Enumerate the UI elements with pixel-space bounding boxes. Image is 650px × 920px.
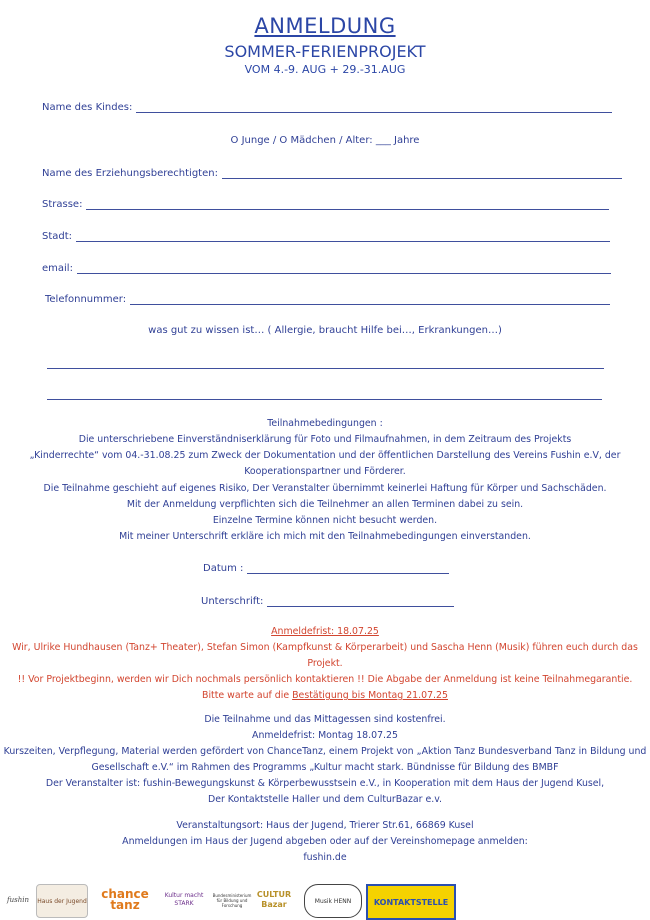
conditions-line: Mit meiner Unterschrift erkläre ich mich mit den Teilnahmebedingungen einverstanden. [119,531,531,542]
info-line: Anmeldefrist: Montag 18.07.25 [252,730,398,741]
city-line[interactable] [76,240,610,242]
street-line[interactable] [86,208,609,210]
team-notice: Wir, Ulrike Hundhausen (Tanz+ Theater), Stefan Simon (Kampfkunst & Körperarbeit) und Sascha Henn (Musik) führen euch durch das [12,642,638,653]
deadline-notice: Anmeldefrist: 18.07.25 [271,626,379,637]
email-line[interactable] [77,272,611,274]
date-field[interactable] [203,563,449,574]
date-line[interactable] [247,572,449,574]
signature-line[interactable] [267,605,454,607]
guardian-name-label: Name des Erziehungsberechtigten: [42,168,218,179]
website-link[interactable]: fushin.de [303,852,347,863]
cultur-bazar-logo: CULTUR Bazar [256,890,292,909]
signature-label: Unterschrift: [201,596,264,607]
haus-der-jugend-logo: Haus der Jugend [36,884,88,918]
kultur-macht-stark-logo: Kultur macht STARK [164,892,204,907]
page-subtitle: SOMMER-FERIENPROJEKT [224,42,426,61]
conditions-line: Mit der Anmeldung verpflichten sich die Teilnehmer an allen Terminen dabei zu sein. [126,499,524,510]
project-dates: VOM 4.-9. AUG + 29.-31.AUG [244,63,406,76]
child-name-line[interactable] [136,111,612,113]
child-name-label: Name des Kindes: [42,102,133,113]
phone-field[interactable] [45,294,610,305]
conditions-line: Die Teilnahme geschieht auf eigenes Risiko, Der Veranstalter übernimmt keinerlei Haftung für Körper und Sachschäden. [43,483,607,494]
email-field[interactable] [42,263,611,274]
venue-line: Veranstaltungsort: Haus der Jugend, Trierer Str.61, 66869 Kusel [176,820,474,831]
conditions-line: Kooperationspartner und Förderer. [244,466,406,477]
conditions-line: „Kinderrechte“ vom 04.-31.08.25 zum Zweck der Dokumentation und der öffentlichen Darstellung des Vereins Fushin e.V, der [29,450,621,461]
date-label: Datum : [203,563,244,574]
info-line: Kurszeiten, Verpflegung, Material werden gefördert von ChanceTanz, einem Projekt von „Aktion Tanz Bundesverband Tanz in Bildung und [3,746,647,757]
gender-age-line[interactable]: O Junge / O Mädchen / Alter: ___ Jahre [230,135,420,146]
child-name-field[interactable] [42,102,612,113]
good-to-know-line-2[interactable] [47,399,602,400]
bmbf-logo: Bundesministerium für Bildung und Forschung [212,892,252,908]
kontaktstelle-logo: KONTAKTSTELLE [366,884,456,920]
city-label: Stadt: [42,231,73,242]
confirmation-notice: Bitte warte auf die Bestätigung bis Montag 21.07.25 [202,690,448,701]
info-line: Gesellschaft e.V.“ im Rahmen des Programms „Kultur macht stark. Bündnisse für Bildung des BMBF [91,762,559,773]
signature-field[interactable] [201,596,454,607]
phone-line[interactable] [130,303,610,305]
phone-label: Telefonnummer: [45,294,127,305]
info-line: Die Teilnahme und das Mittagessen sind kostenfrei. [204,714,446,725]
conditions-line: Die unterschriebene Einverständniserklärung für Foto und Filmaufnahmen, in dem Zeitraum des Projekts [78,434,572,445]
info-line: Der Kontaktstelle Haller und dem CulturBazar e.v. [207,794,443,805]
conditions-line: Einzelne Termine können nicht besucht werden. [212,515,438,526]
chance-tanz-logo: chance tanz [101,887,149,912]
guardian-name-line[interactable] [222,177,622,179]
musik-henn-logo: Musik HENN [304,884,362,918]
team-notice-cont: Projekt. [307,658,343,669]
good-to-know-line-1[interactable] [47,368,604,369]
conditions-heading: Teilnahmebedingungen : [267,418,383,429]
good-to-know-label: was gut zu wissen ist… ( Allergie, braucht Hilfe bei…, Erkrankungen…) [148,325,502,336]
street-label: Strasse: [42,199,83,210]
street-field[interactable] [42,199,609,210]
fushin-logo: fushin [7,896,29,904]
sponsor-logos [0,884,650,919]
guardian-name-field[interactable] [42,168,622,179]
info-line: Der Veranstalter ist: fushin-Bewegungskunst & Körperbewusstsein e.V., in Kooperation mit dem Haus der Jugend Kusel, [45,778,605,789]
contact-notice: !! Vor Projektbeginn, werden wir Dich nochmals persönlich kontaktieren !! Die Abgabe der Anmeldung ist keine Teilnahmegarantie. [17,674,633,685]
page-title: ANMELDUNG [254,14,396,38]
register-line: Anmeldungen im Haus der Jugend abgeben oder auf der Vereinshomepage anmelden: [122,836,528,847]
city-field[interactable] [42,231,610,242]
email-label: email: [42,263,73,274]
